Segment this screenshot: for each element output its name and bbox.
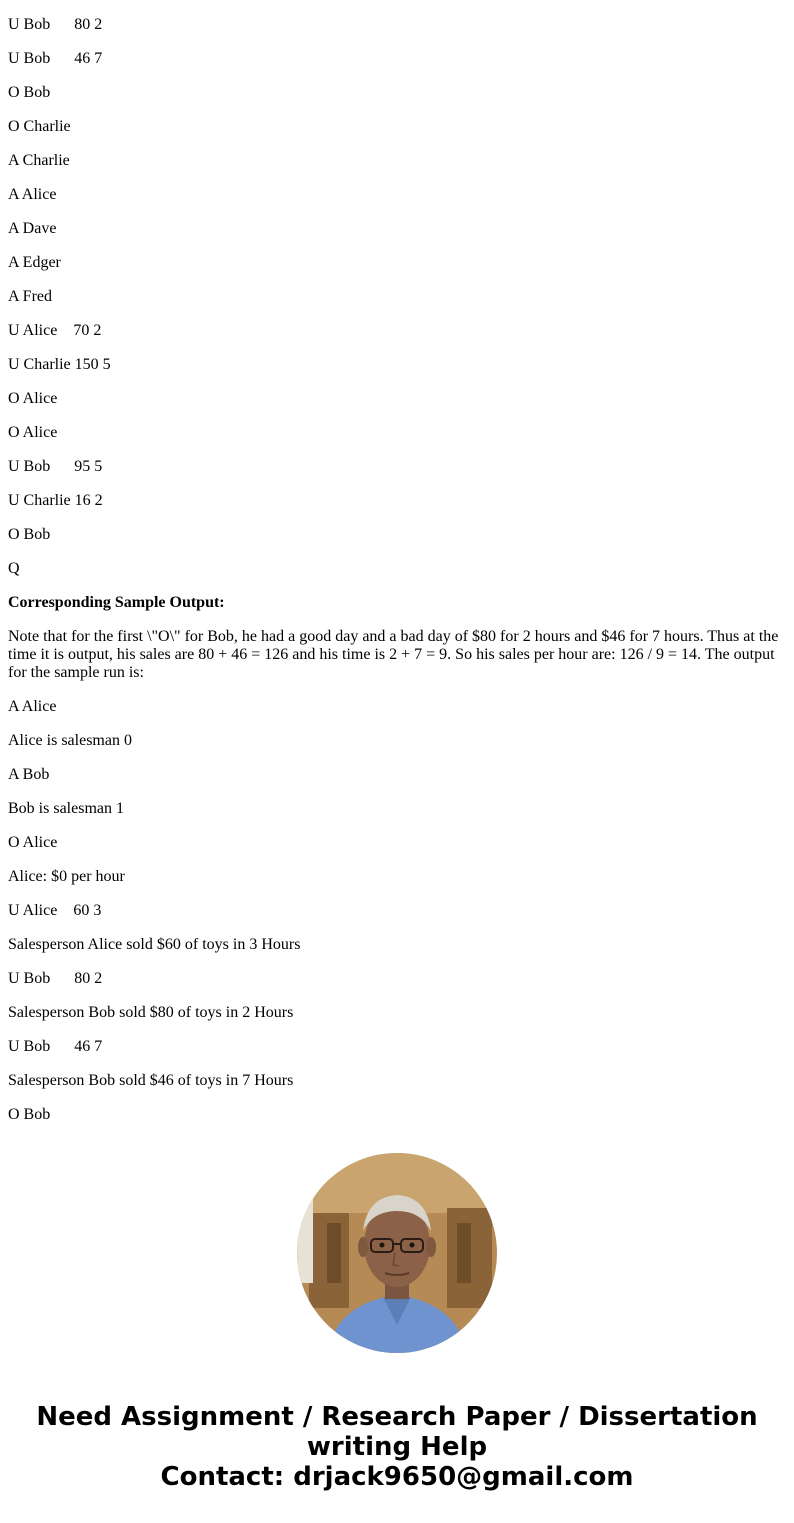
input-line: U Bob 95 5 — [8, 458, 103, 475]
input-line: A Fred — [8, 288, 52, 305]
promo-line: writing Help — [306, 1432, 488, 1462]
promo-section — [0, 1123, 794, 1523]
contact-email: Contact: drjack9650@gmail.com — [160, 1462, 634, 1492]
input-line: A Dave — [8, 220, 57, 237]
input-line: A Edger — [8, 254, 61, 271]
input-line: A Alice — [8, 186, 57, 203]
input-line: O Alice — [8, 390, 58, 407]
output-line: Salesperson Bob sold $80 of toys in 2 Hours — [8, 1004, 294, 1021]
output-line: A Alice — [8, 698, 57, 715]
output-line: U Bob 46 7 — [8, 1038, 103, 1055]
document-content — [8, 0, 786, 1123]
promo-text — [0, 1402, 794, 1492]
output-line: U Alice 60 3 — [8, 902, 102, 919]
input-line: U Bob 80 2 — [8, 16, 103, 33]
output-line: A Bob — [8, 766, 50, 783]
input-line: Q — [8, 560, 20, 577]
input-line: O Alice — [8, 424, 58, 441]
output-line: Alice: $0 per hour — [8, 868, 125, 885]
output-line: O Alice — [8, 834, 58, 851]
input-line: O Charlie — [8, 118, 71, 135]
note-paragraph: Note that for the first \"O\" for Bob, he had a good day and a bad day of $80 for 2 hours and $46 for 7 hours. Thus at the time it is output, his sales are 80 + 46 = 126 and his time is 2 + 7 = 9. So his sales per hour are: 126 / 9 = 14. The output for the sample run is: — [8, 628, 779, 681]
input-line: O Bob — [8, 526, 51, 543]
output-line: Bob is salesman 1 — [8, 800, 124, 817]
input-line: U Bob 46 7 — [8, 50, 103, 67]
output-line: Alice is salesman 0 — [8, 732, 132, 749]
output-line: Salesperson Bob sold $46 of toys in 7 Hours — [8, 1072, 294, 1089]
avatar-portrait — [297, 1153, 497, 1353]
output-line: Salesperson Alice sold $60 of toys in 3 Hours — [8, 936, 301, 953]
output-line: U Bob 80 2 — [8, 970, 103, 987]
input-line: U Charlie 16 2 — [8, 492, 103, 509]
output-heading: Corresponding Sample Output: — [8, 594, 225, 611]
input-line: O Bob — [8, 84, 51, 101]
input-line: U Charlie 150 5 — [8, 356, 111, 373]
input-line: A Charlie — [8, 152, 70, 169]
output-line: O Bob — [8, 1106, 51, 1123]
promo-line: Need Assignment / Research Paper / Dissertation — [36, 1402, 758, 1432]
avatar — [297, 1153, 497, 1353]
input-line: U Alice 70 2 — [8, 322, 102, 339]
